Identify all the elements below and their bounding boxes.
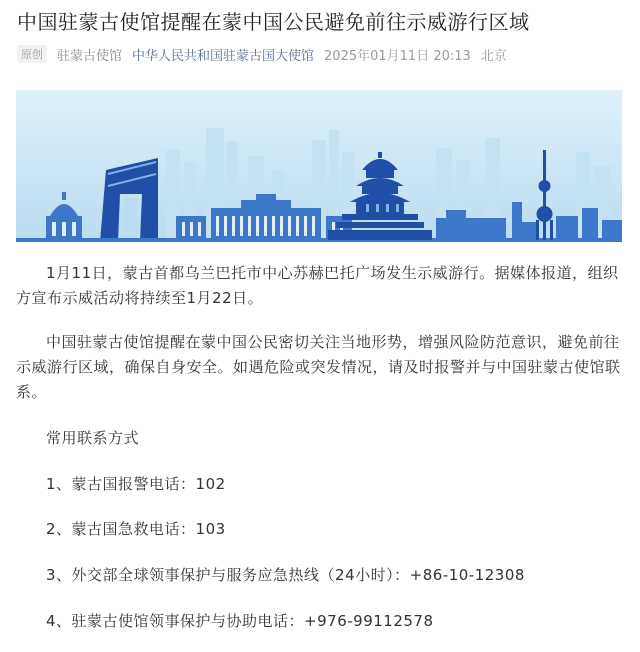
publish-location: 北京 <box>480 48 507 64</box>
article-meta <box>17 44 507 64</box>
article-title: 中国驻蒙古使馆提醒在蒙中国公民避免前往示威游行区域 <box>17 10 530 34</box>
contact-item: 1、蒙古国报警电话：102 <box>46 475 226 493</box>
body-paragraph-reminder: 中国驻蒙古使馆提醒在蒙中国公民密切关注当地形势，增强风险防范意识，避免前往示威游行区域，确保自身安全。如遇危险或突发情况，请及时报警并与中国驻蒙古使馆联系。 <box>16 333 621 401</box>
author-name: 驻蒙古使馆 <box>57 48 123 64</box>
skyline-banner-image <box>16 90 622 242</box>
contact-item: 4、驻蒙古使馆领事保护与协助电话：+976-99112578 <box>46 612 434 630</box>
contacts-heading: 常用联系方式 <box>46 429 140 447</box>
original-badge: 原创 <box>17 45 47 63</box>
account-name-link[interactable]: 中华人民共和国驻蒙古国大使馆 <box>132 48 315 64</box>
contact-item: 2、蒙古国急救电话：103 <box>46 520 226 538</box>
cctv-tower <box>100 158 158 242</box>
publish-time: 2025年01月11日 20:13 <box>324 48 471 64</box>
contact-item: 3、外交部全球领事保护与服务应急热线（24小时）：+86-10-12308 <box>46 566 525 584</box>
body-paragraph-event: 1月11日，蒙古首都乌兰巴托市中心苏赫巴托广场发生示威游行。据媒体报道，组织方宣布示威活动将持续至1月22日。 <box>16 264 619 307</box>
